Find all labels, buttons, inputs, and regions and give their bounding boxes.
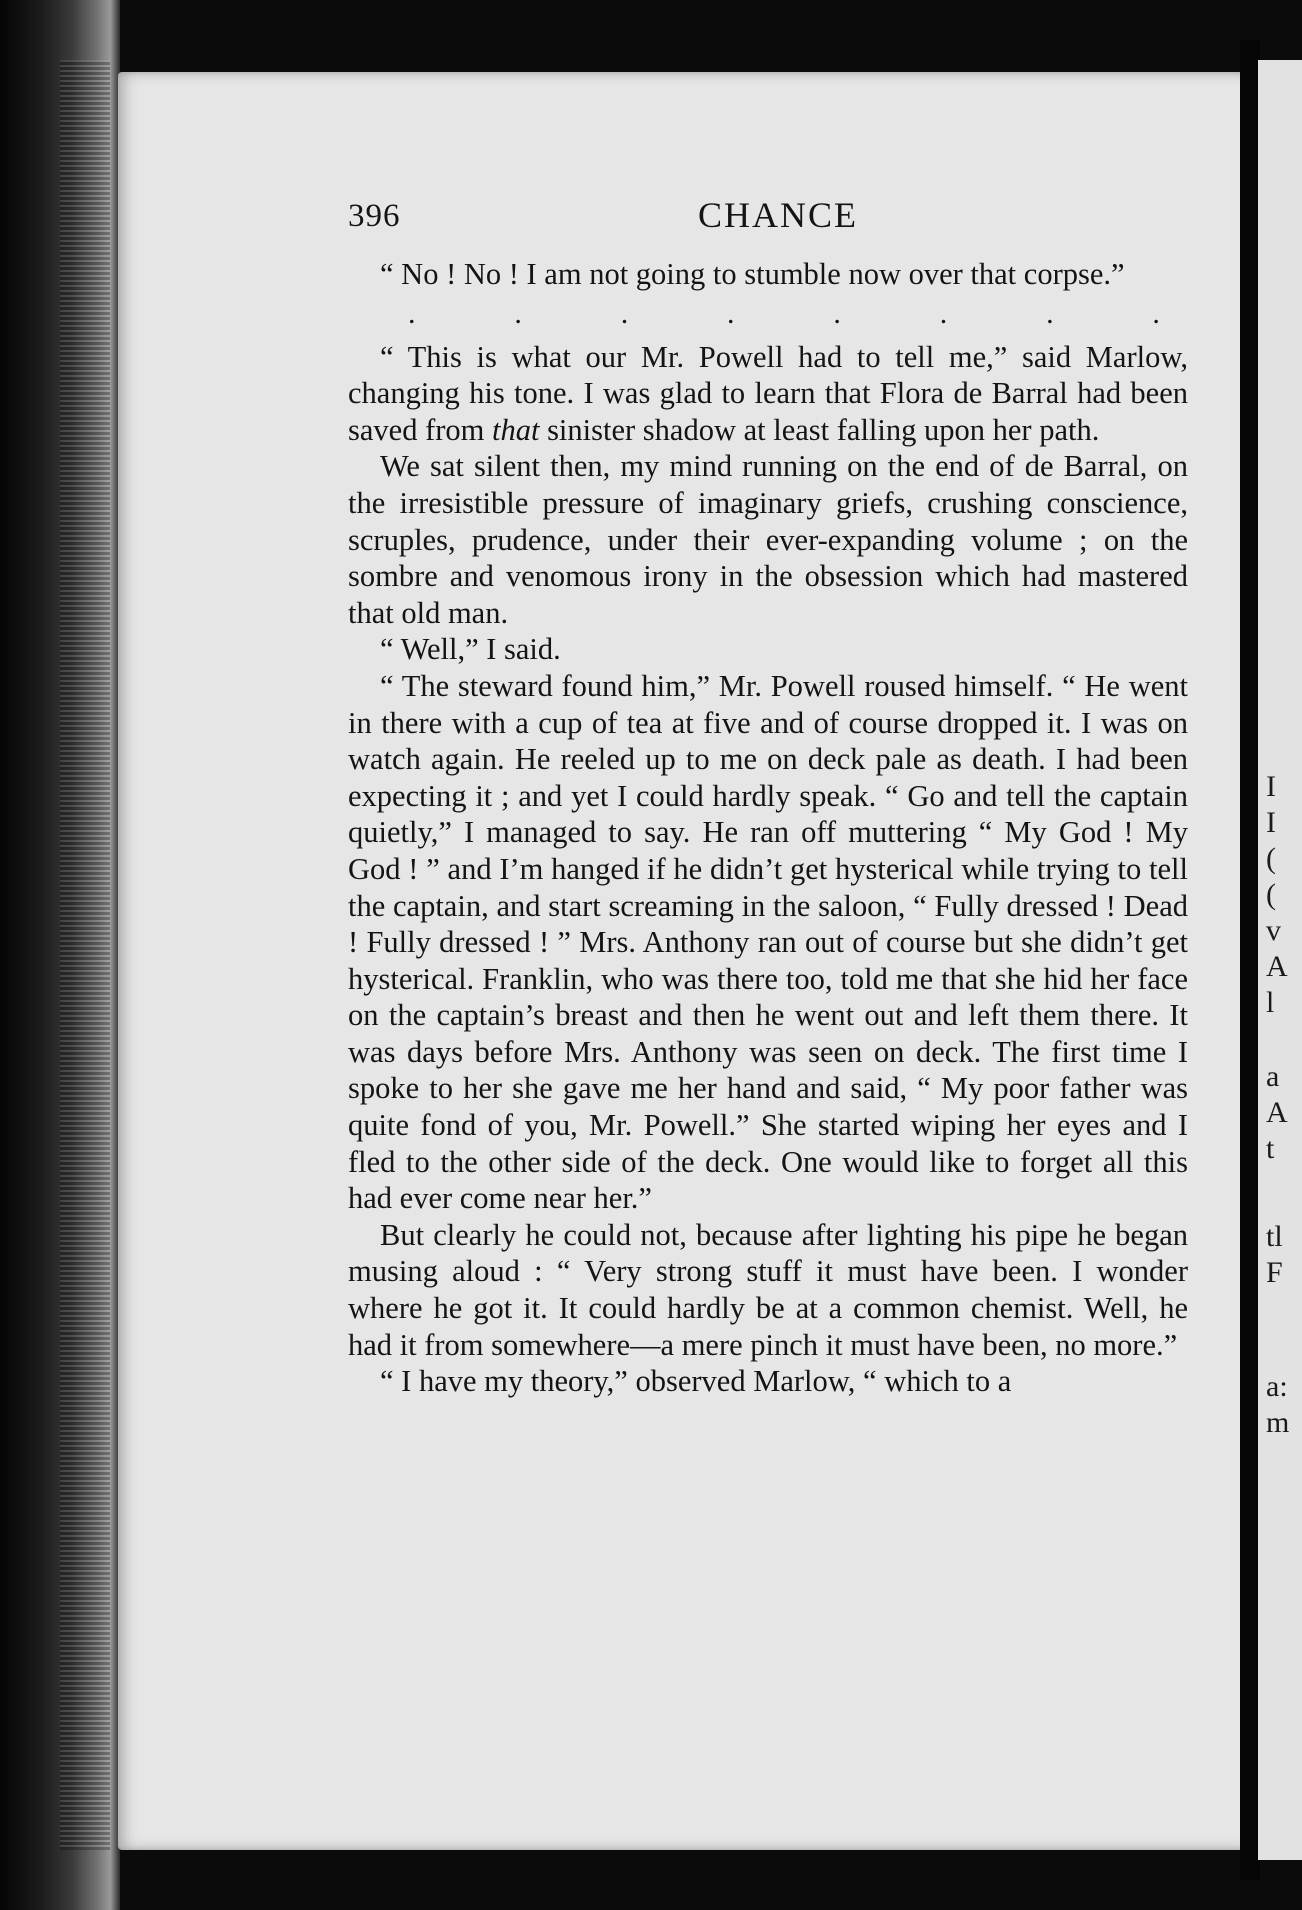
facing-page-fragment: I — [1266, 806, 1276, 839]
paragraph: “ No ! No ! I am not going to stumble now over that corpse.” — [380, 257, 1125, 291]
facing-page-fragment: m — [1266, 1406, 1290, 1439]
paragraph: “ The steward found him,” Mr. Powell roused himself. “ He went in there with a cup of tea at five and of course dropped it. I was on watch again. He reeled up to me on deck pale as death. I had been expecting it ; and yet I could hardly speak. “ Go and tell the captain quietly,” I managed to say. He ran off muttering “ My God ! My God ! ” and I’m hanged if he didn’t get hysterical while trying to tell the captain, and start screaming in the saloon, “ Fully dressed ! Dead ! Fully dressed ! ” Mrs. Anthony ran out of course but she didn’t get hysterical. Franklin, who was there too, told me that she hid her face on the captain’s breast and then he went out and left them there. It was days before Mrs. Anthony was seen on deck. The first time I spoke to her she gave me her hand and said, “ My poor father was quite fond of you, Mr. Powell.” She started wiping her eyes and I fled to the other side of the deck. One would like to forget all this had ever come near her.” — [348, 668, 1188, 1216]
ellipsis-dot: . — [727, 296, 735, 330]
facing-page-fragment: ( — [1266, 842, 1276, 875]
running-title: CHANCE — [697, 195, 858, 235]
paragraph: “ I have my theory,” observed Marlow, “ which to a — [380, 1364, 1012, 1399]
ellipsis-divider — [348, 293, 1188, 339]
facing-page-fragment: tl — [1266, 1220, 1283, 1253]
ellipsis-dot: . — [833, 296, 841, 330]
facing-page-fragment: v — [1266, 914, 1281, 947]
ellipsis-dot: . — [620, 296, 629, 330]
paragraph-text: “ This is what our Mr. Powell had to tell me,” said Marlow, changing his tone. I was glad to learn that Flora de Barral had been saved from — [348, 339, 1188, 447]
facing-page-fragment: t — [1266, 1132, 1275, 1165]
ellipsis-dot: . — [1046, 296, 1054, 330]
paragraph: But clearly he could not, because after lighting his pipe he began musing aloud : “ Very strong stuff it must have been. I wonder where he got it. It could hardly be at a common chemist. Well, he had it from somewhere—a mere pinch it must have been, no more.” — [348, 1217, 1188, 1362]
facing-page-fragment: a — [1266, 1060, 1280, 1093]
paragraph: “ Well,” I said. — [380, 632, 561, 667]
paragraph-text: sinister shadow at least falling upon her path. — [539, 412, 1100, 447]
page-text — [348, 190, 1188, 1400]
facing-page-fragment: I — [1266, 770, 1276, 803]
facing-page-edge — [1258, 60, 1302, 1860]
paragraph: We sat silent then, my mind running on the end of de Barral, on the irresistible pressure of imaginary griefs, crushing conscience, scruples, prudence, under their ever-expanding volume ; on the sombre and venomous irony in the obsession which had mastered that old man. — [348, 449, 1188, 630]
ellipsis-dot: . — [1152, 296, 1160, 330]
facing-page-fragment: ( — [1266, 878, 1276, 911]
page-number: 396 — [348, 198, 401, 234]
facing-page-fragment: A — [1266, 950, 1288, 983]
facing-page-fragment: a: — [1266, 1370, 1288, 1403]
facing-page-fragment: F — [1266, 1256, 1283, 1289]
ellipsis-dot: . — [939, 296, 948, 330]
ellipsis-dot: . — [408, 296, 416, 330]
page-gutter — [1240, 40, 1260, 1880]
paragraph — [348, 339, 1188, 449]
running-head — [348, 190, 1188, 238]
ellipsis-dot: . — [514, 296, 522, 330]
book-spine-edge — [0, 0, 120, 1910]
emphasized-word: that — [491, 412, 540, 447]
facing-page-fragment: l — [1266, 986, 1275, 1019]
facing-page-fragment: A — [1266, 1096, 1288, 1129]
